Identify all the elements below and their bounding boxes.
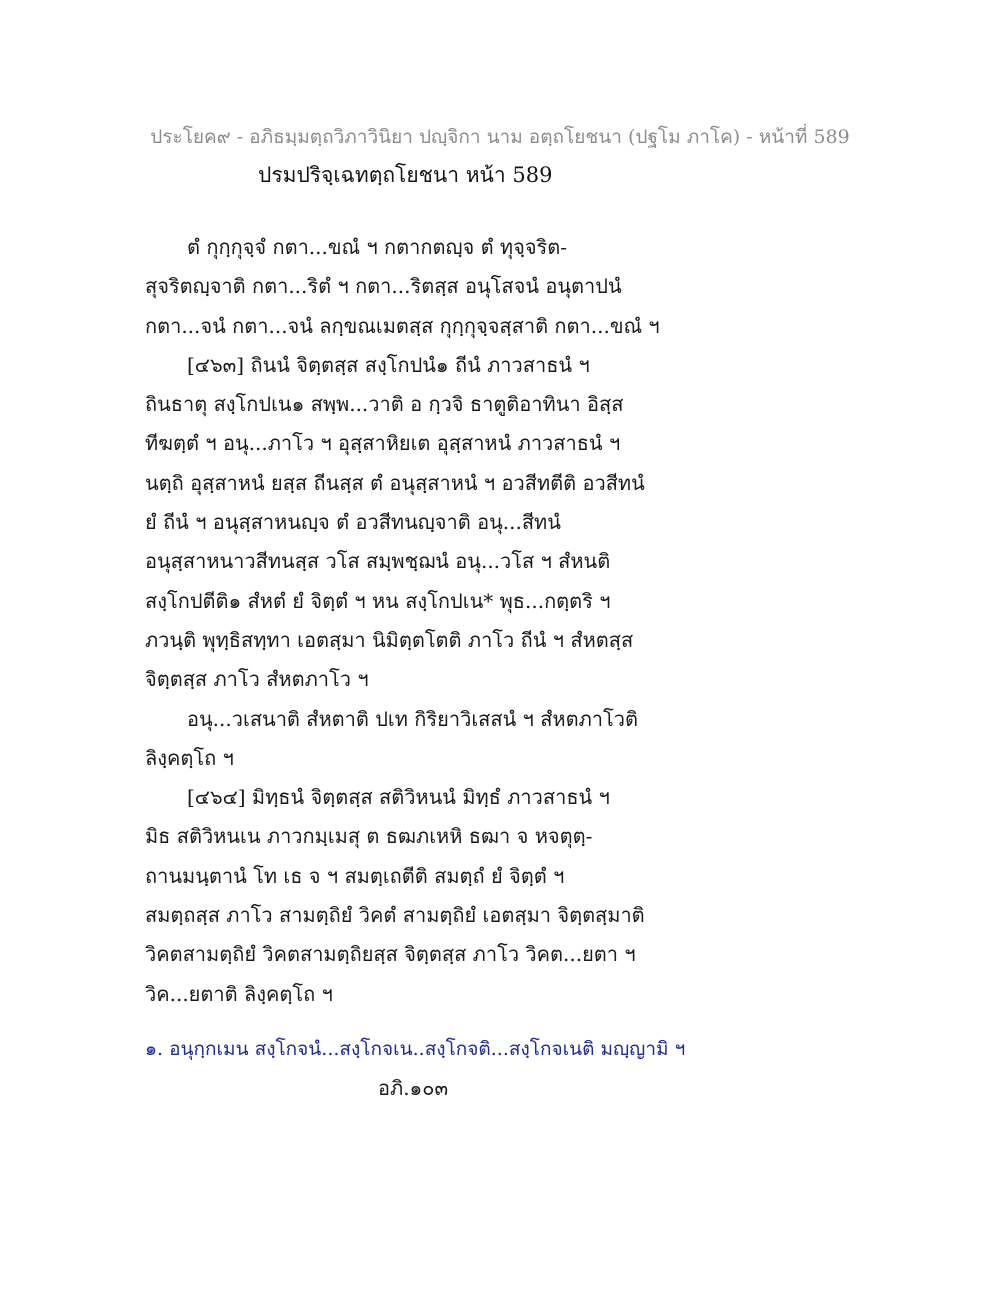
text-line: [๔๖๓] ถินนํ จิตฺตสฺส สงฺโกปนํ๑ ถีนํ ภาวสาธนํ ฯ xyxy=(187,352,590,377)
text-line: จิตฺตสฺส ภาโว สํหตภาโว ฯ xyxy=(145,667,369,692)
text-line: อนุ...วเสนาติ สํหตาติ ปเท กิริยาวิเสสนํ ฯ สํหตภาโวติ xyxy=(187,706,638,731)
running-header: ประโยค๙ - อภิธมฺมตฺถวิภาวินิยา ปญฺจิกา นาม อตฺถโยชนา (ปฐโม ภาโค) - หน้าที่ 589 xyxy=(150,126,850,148)
text-line: [๔๖๔] มิทฺธนํ จิตฺตสฺส สติวิหนนํ มิทฺธํ ภาวสาธนํ ฯ xyxy=(187,785,610,810)
body-text xyxy=(145,228,705,1014)
text-line: ถินธาตุ สงฺโกปเน๑ สพฺพ...วาติ อ กฺวจิ ธาตูติอาทินา อิสฺส xyxy=(145,392,624,417)
text-line: วิคตสามตฺถิยํ วิคตสามตฺถิยสฺส จิตฺตสฺส ภาโว วิคต...ยตา ฯ xyxy=(145,942,636,967)
text-line: อนุสฺสาหนาวสีทนสฺส วโส สมฺพชฺฌนํ อนุ...วโส ฯ สํหนติ xyxy=(145,549,611,574)
text-line: ตํ กุกฺกุจฺจํ กตา...ขณํ ฯ กตากตญฺจ ตํ ทุจฺจริต- xyxy=(187,235,568,259)
text-line: มิธ สติวิหนเน ภาวกมฺเมสุ ต ธฒภเหหิ ธฒา จ หจตุตฺ- xyxy=(145,824,593,849)
page-title: ปรมปริจฺเฉทตฺถโยชนา หน้า 589 xyxy=(258,163,553,187)
text-line: สมตฺถสฺส ภาโว สามตฺถิยํ วิคตํ สามตฺถิยํ เอตสฺมา จิตฺตสฺมาติ xyxy=(145,903,645,928)
text-line: วิค...ยตาติ ลิงฺคตฺโถ ฯ xyxy=(145,981,333,1006)
text-line: ทีฆตฺตํ ฯ อนุ...ภาโว ฯ อุสฺสาหิยเต อุสฺสาหนํ ภาวสาธนํ ฯ xyxy=(145,431,621,456)
text-line: กตา...จนํ กตา...จนํ ลกฺขณเมตสฺส กุกฺกุจฺจสฺสาติ กตา...ขณํ ฯ xyxy=(145,313,660,338)
text-line: สุจริตญฺจาติ กตา...ริตํ ฯ กตา...ริตสฺส อนุโสจนํ อนุตาปนํ xyxy=(145,274,622,299)
text-line: ยํ ถีนํ ฯ อนุสฺสาหนญฺจ ตํ อวสีทนญฺจาติ อนุ...สีทนํ xyxy=(145,510,561,535)
text-line: ภวนฺติ พุทฺธิสทฺทา เอตสฺมา นิมิตฺตโตติ ภาโว ถีนํ ฯ สํหตสฺส xyxy=(145,627,634,652)
footnote: ๑. อนุกฺกเมน สงฺโกจนํ...สงฺโกจเน..สงฺโกจติ...สงฺโกจเนติ มญฺญามิ ฯ xyxy=(145,1038,686,1060)
page-code: อภิ.๑๐๓ xyxy=(378,1076,449,1100)
text-line: สงฺโกปตีติ๑ สํหตํ ยํ จิตฺตํ ฯ หน สงฺโกปเน* พุธ...กตฺตริ ฯ xyxy=(145,588,611,613)
text-line: ลิงฺคตฺโถ ฯ xyxy=(145,745,234,770)
text-line: ถานมนฺตานํ โท เธ จ ฯ สมตฺเถตีติ สมตฺถํ ยํ จิตฺตํ ฯ xyxy=(145,863,565,888)
text-line: นตฺถิ อุสฺสาหนํ ยสฺส ถีนสฺส ตํ อนุสฺสาหนํ ฯ อวสีทตีติ อวสีทนํ xyxy=(145,470,645,495)
